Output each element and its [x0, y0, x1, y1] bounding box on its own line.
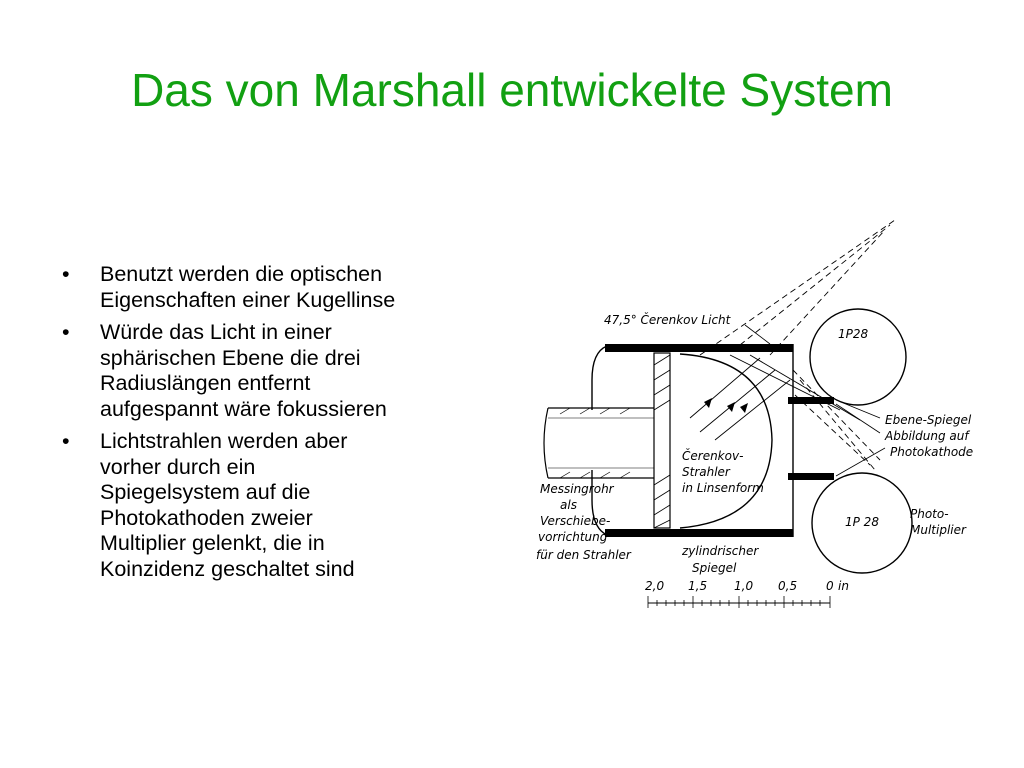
label-brass-line3: Verschiebe- — [540, 514, 611, 528]
label-cylindrical-line2: Spiegel — [692, 561, 737, 575]
scale-tick-label: 2,0 — [645, 579, 665, 593]
label-mirror-line3: Photokathode — [890, 445, 974, 459]
bullet-item — [62, 262, 502, 313]
bullet-line: Eigenschaften einer Kugellinse — [100, 287, 396, 312]
bullet-item — [62, 320, 502, 422]
lens-radiator — [680, 354, 772, 528]
label-cerenkov-light: 47,5° Čerenkov Licht — [604, 313, 731, 327]
label-photo-line1: Photo- — [910, 507, 949, 521]
bullet-item — [62, 429, 502, 582]
label-radiator-line1: Čerenkov- — [682, 449, 744, 463]
scale-tick-label: 0,5 — [778, 579, 798, 593]
housing-bottom-wall — [605, 529, 793, 537]
label-radiator-line2: Strahler — [682, 465, 730, 479]
label-mirror-line2: Abbildung auf — [885, 429, 969, 443]
housing-top-wall — [605, 344, 793, 352]
housing-left-curve-top — [592, 346, 607, 410]
bullet-line: • Benutzt werden die optischen — [100, 262, 383, 286]
plane-mirror-bottom — [788, 473, 834, 480]
bullet-line: Multiplier gelenkt, die in — [100, 531, 325, 555]
scale-minor-ticks — [648, 596, 830, 608]
bullet-line: Koinzidenz geschaltet sind — [100, 556, 355, 581]
label-brass-line2: als — [560, 498, 577, 512]
plane-mirror-top — [788, 397, 834, 404]
bullet-line: • Würde das Licht in einer — [100, 320, 332, 344]
label-brass-line4: vorrichtung — [538, 530, 608, 544]
label-photo-line2: Multiplier — [910, 523, 966, 537]
scale-tick-label: 1,5 — [688, 579, 708, 593]
bullet-line: sphärischen Ebene die drei — [100, 345, 361, 370]
label-pm-bottom: 1P 28 — [845, 515, 879, 529]
bullet-line: aufgespannt wäre fokussieren — [100, 396, 387, 421]
brass-tube-end — [544, 408, 548, 478]
photomultiplier-top — [810, 309, 906, 405]
scale-tick-label: 0 — [826, 579, 834, 593]
bullet-line: Photokathoden zweier — [100, 505, 313, 530]
scale-tick-label: 1,0 — [734, 579, 754, 593]
bullet-line: Spiegelsystem auf die — [100, 480, 311, 504]
label-cylindrical-line1: zylindrischer — [682, 544, 759, 558]
light-rays — [690, 355, 860, 440]
label-brass-line5: für den Strahler — [536, 548, 631, 562]
bullet-line: Radiuslängen entfernt — [100, 371, 311, 395]
slide-title: Das von Marshall entwickelte System — [131, 64, 893, 116]
label-pm-top: 1P28 — [838, 327, 869, 341]
bullet-line: • Lichtstrahlen werden aber — [100, 429, 348, 453]
scale-unit-label: in — [838, 579, 849, 593]
flange — [654, 353, 670, 528]
label-radiator-line3: in Linsenform — [682, 481, 764, 495]
bullet-line: vorher durch ein — [100, 454, 256, 479]
cerenkov-detector-diagram — [500, 205, 1020, 615]
bullet-list — [62, 262, 502, 589]
label-brass-line1: Messingrohr — [540, 482, 614, 496]
brass-tube-hatching — [560, 408, 630, 478]
label-mirror-line1: Ebene-Spiegel — [885, 413, 972, 427]
